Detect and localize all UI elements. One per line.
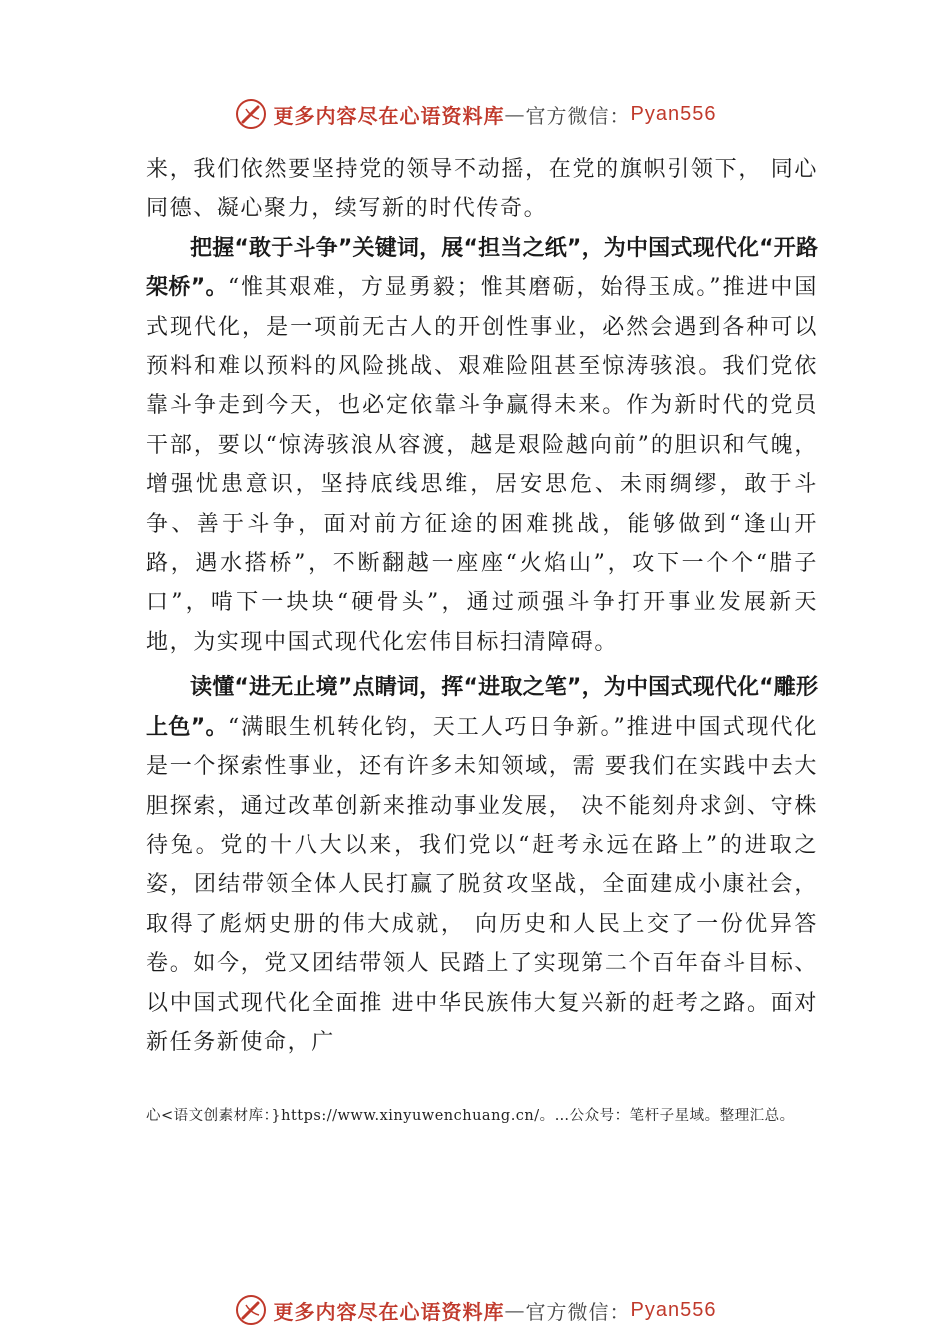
article-body [146,150,818,1062]
brand-dash: — [504,1298,526,1322]
wechat-id: Pyan556 [630,102,717,125]
wechat-id: Pyan556 [630,1298,717,1321]
paragraph-continuation: 来，我们依然要坚持党的领导不动摇，在党的旗帜引领下， 同心同德、凝心聚力，续写新的时代传奇。 [146,157,818,222]
paragraph-progress [146,668,818,1062]
brand-dash: — [504,102,526,126]
pen-circle-icon [234,1293,268,1327]
paragraph-heading: 把握“敢于斗争”关键词，展“担当之纸”，为中国式现代化“开路架桥”。 [146,235,818,301]
pen-circle-icon [234,97,268,131]
source-note: 心<语文创素材库：}https://www.xinyuwenchuang.cn/。…公众号：笔杆子星域。整理汇总。 [146,1108,795,1124]
wechat-label: 官方微信： [525,103,631,128]
wechat-label: 官方微信： [525,1299,631,1324]
header-banner-bottom [0,1288,950,1332]
paragraph-struggle [146,229,818,662]
brand-text: 更多内容尽在心语资料库 [273,103,505,128]
header-banner-top [0,92,950,136]
paragraph-text: “惟其艰难，方显勇毅；惟其磨砺，始得玉成。”推进中国式现代化，是一项前无古人的开创性事业，必然会遇到各种可以预料和难以预料的风险挑战、艰难险阻甚至惊涛骇浪。我们党依靠斗争走到今天，也必定依靠斗争赢得未来。作为新时代的党员干部，要以“惊涛骇浪从容渡，越是艰险越向前”的胆识和气魄，增强忧患意识，坚持底线思维，居安思危、未雨绸缪，敢于斗争、善于斗争，面对前方征途的困难挑战，能够做到“逢山开路，遇水搭桥”，不断翻越一座座“火焰山”，攻下一个个“腊子口”，啃下一块块“硬骨头”，通过顽强斗争打开事业发展新天地，为实现中国式现代化宏伟目标扫清障碍。 [146,275,818,655]
paragraph-heading: 读懂“进无止境”点睛词，挥“进取之笔”，为中国式现代化“雕形上色”。 [146,675,818,740]
brand-text: 更多内容尽在心语资料库 [273,1299,505,1324]
paragraph-text: “满眼生机转化钧，天工人巧日争新。”推进中国式现代化是一个探索性事业，还有许多未知领域，需 要我们在实践中去大胆探索，通过改革创新来推动事业发展， 决不能刻舟求剑、守株待兔。党的十八大以来，我们党以“赶考永远在路上”的进取之姿，团结带领全体人民打赢了脱贫攻坚战，全面建成小康社会，取得了彪炳史册的伟大成就， 向历史和人民上交了一份优异答卷。如今，党又团结带领人 民踏上了实现第二个百年奋斗目标、以中国式现代化全面推 进中华民族伟大复兴新的赶考之路。面对新任务新使命，广 [146,714,818,1055]
